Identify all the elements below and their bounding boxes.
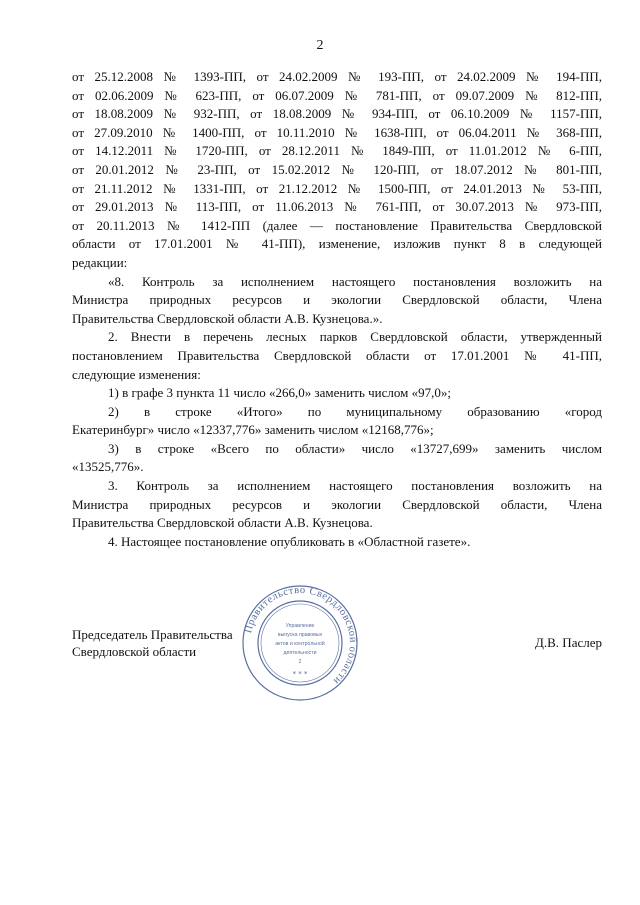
text-line: от 21.11.2012 № 1331-ПП, от 21.12.2012 № 1500-ПП, от 24.01.2013 № 53-ПП, — [72, 180, 602, 196]
item-3 — [72, 477, 602, 533]
quoted-item-8 — [72, 273, 602, 329]
seal-inner-line: 2 — [298, 659, 302, 665]
text-line: области от 17.01.2001 № 41-ПП), изменение, изложив пункт 8 в следующей — [72, 236, 602, 252]
seal-outer-text: Правительство Свердловской области — [243, 584, 359, 687]
text-line: 2) в строке «Итого» по муниципальному образованию «город — [108, 403, 602, 419]
page-number: 2 — [316, 38, 324, 53]
seal-inner-line: выпуска правовых — [277, 632, 323, 638]
text-line: 3) в строке «Всего по области» число «13727,699» заменить числом — [108, 440, 602, 456]
text-line: от 25.12.2008 № 1393-ПП, от 24.02.2009 № 193-ПП, от 24.02.2009 № 194-ПП, — [72, 69, 602, 84]
signatory-title-line: Председатель Правительства — [72, 627, 233, 642]
text-line: 3. Контроль за исполнением настоящего постановления возложить на — [108, 478, 602, 494]
text-line: от 29.01.2013 № 113-ПП, от 11.06.2013 № 761-ПП, от 30.07.2013 № 973-ПП, — [72, 199, 602, 215]
text-line: Правительства Свердловской области А.В. Кузнецова.». — [72, 310, 383, 326]
text-line: от 14.12.2011 № 1720-ПП, от 28.12.2011 № 1849-ПП, от 11.01.2012 № 6-ПП, — [72, 143, 602, 159]
text-line: от 20.11.2013 № 1412-ПП (далее — постановление Правительства Свердловской — [72, 217, 602, 233]
subitem-3 — [72, 440, 602, 477]
text-line: от 18.08.2009 № 932-ПП, от 18.08.2009 № 934-ПП, от 06.10.2009 № 1157-ПП, — [72, 106, 602, 122]
subitem-1 — [72, 384, 602, 403]
text-line: постановлением Правительства Свердловской области от 17.01.2001 № 41-ПП, — [72, 347, 602, 363]
seal-stars: * * * — [292, 670, 308, 678]
text-line: Министра природных ресурсов и экологии Свердловской области, Члена — [72, 292, 602, 308]
text-line: Екатеринбург» число «12337,776» заменить числом «12168,776»; — [72, 422, 434, 438]
signatory-title-line: Свердловской области — [72, 644, 197, 659]
seal-inner-line: актов и контрольной — [275, 641, 325, 647]
text-line: «8. Контроль за исполнением настоящего постановления возложить на — [108, 273, 602, 289]
text-line: следующие изменения: — [72, 366, 201, 382]
seal-inner-line: Управление — [285, 623, 315, 629]
text-line: 1) в графе 3 пункта 11 число «266,0» заменить числом «97,0»; — [108, 385, 451, 401]
signatory-name: Д.В. Паслер — [535, 635, 602, 650]
seal-inner-line: деятельности — [283, 650, 317, 656]
subitem-2 — [72, 403, 602, 440]
text-line: 2. Внести в перечень лесных парков Свердловской области, утвержденный — [108, 329, 602, 345]
text-line: Правительства Свердловской области А.В. Кузнецова. — [72, 515, 373, 531]
text-line: от 20.01.2012 № 23-ПП, от 15.02.2012 № 120-ПП, от 18.07.2012 № 801-ПП, — [72, 161, 602, 177]
text-line: 4. Настоящее постановление опубликовать в «Областной газете». — [108, 533, 471, 549]
item-4 — [72, 533, 602, 552]
text-line: от 02.06.2009 № 623-ПП, от 06.07.2009 № 781-ПП, от 09.07.2009 № 812-ПП, — [72, 87, 602, 103]
intro-paragraph — [72, 68, 602, 273]
text-line: «13525,776». — [72, 459, 144, 475]
item-2 — [72, 328, 602, 384]
official-seal — [240, 583, 360, 703]
text-line: от 27.09.2010 № 1400-ПП, от 10.11.2010 № 1638-ПП, от 06.04.2011 № 368-ПП, — [72, 124, 602, 140]
document-body — [72, 68, 602, 551]
signatory-title — [72, 626, 233, 660]
text-line: редакции: — [72, 254, 128, 270]
text-line: Министра природных ресурсов и экологии Свердловской области, Члена — [72, 496, 602, 512]
